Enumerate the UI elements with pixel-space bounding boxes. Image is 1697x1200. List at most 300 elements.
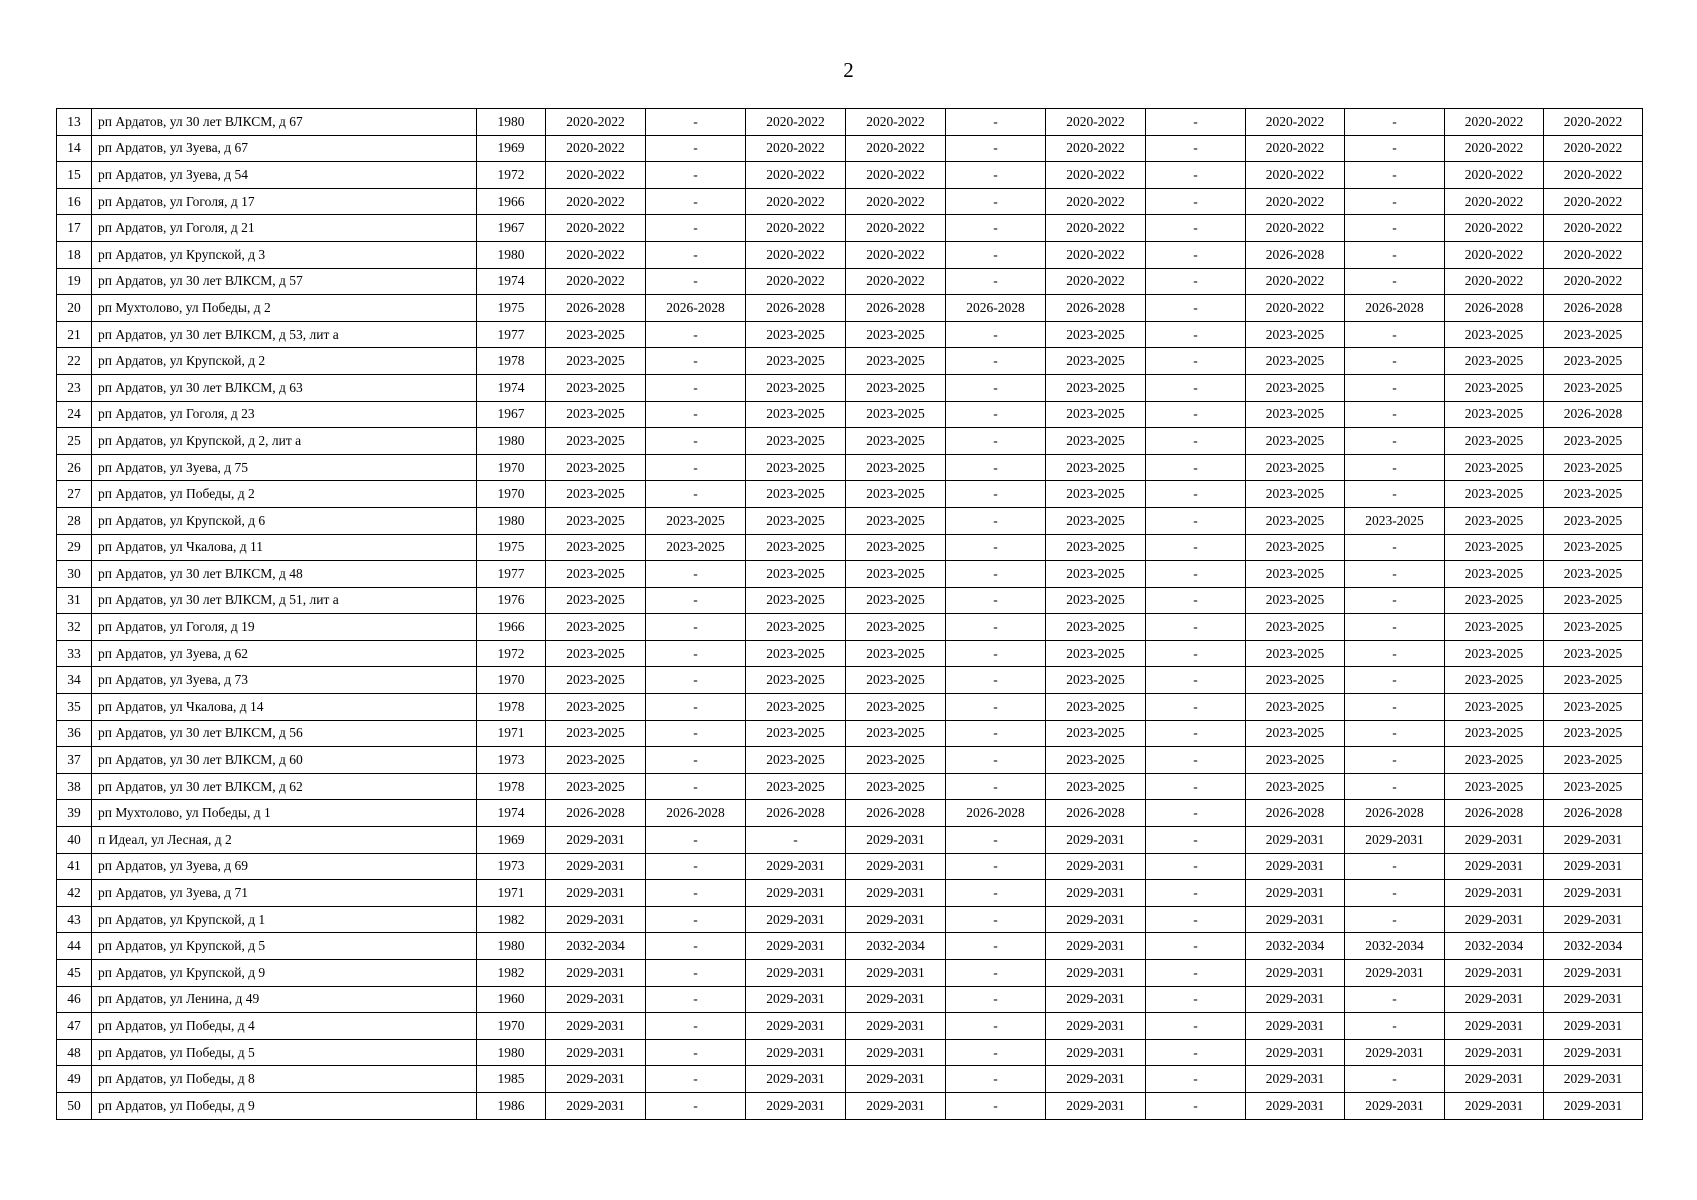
cell-period-col-2: - <box>646 348 746 375</box>
cell-period-col-1: 2023-2025 <box>546 720 646 747</box>
cell-period-col-6: 2023-2025 <box>1046 773 1146 800</box>
cell-period-col-11: 2026-2028 <box>1544 800 1643 827</box>
cell-period-col-5: - <box>946 428 1046 455</box>
cell-period-col-9: - <box>1345 188 1445 215</box>
cell-period-col-11: 2029-2031 <box>1544 1092 1643 1119</box>
cell-period-col-2: 2026-2028 <box>646 800 746 827</box>
cell-period-col-7: - <box>1146 960 1246 987</box>
cell-period-col-9: 2029-2031 <box>1345 960 1445 987</box>
cell-row-number: 20 <box>57 295 92 322</box>
cell-period-col-3: 2029-2031 <box>746 986 846 1013</box>
cell-period-col-5: - <box>946 534 1046 561</box>
table-row <box>57 454 1643 481</box>
cell-year-built: 1977 <box>477 561 546 588</box>
cell-period-col-9: - <box>1345 428 1445 455</box>
cell-period-col-1: 2029-2031 <box>546 853 646 880</box>
table-row <box>57 986 1643 1013</box>
cell-period-col-2: - <box>646 640 746 667</box>
cell-year-built: 1986 <box>477 1092 546 1119</box>
cell-address: рп Мухтолово, ул Победы, д 2 <box>92 295 477 322</box>
cell-period-col-6: 2020-2022 <box>1046 162 1146 189</box>
cell-period-col-10: 2023-2025 <box>1445 481 1544 508</box>
cell-period-col-9: - <box>1345 587 1445 614</box>
cell-period-col-1: 2023-2025 <box>546 614 646 641</box>
cell-period-col-6: 2023-2025 <box>1046 534 1146 561</box>
cell-period-col-3: 2023-2025 <box>746 587 846 614</box>
cell-period-col-6: 2023-2025 <box>1046 428 1146 455</box>
cell-period-col-11: 2023-2025 <box>1544 587 1643 614</box>
cell-row-number: 19 <box>57 268 92 295</box>
cell-period-col-6: 2029-2031 <box>1046 986 1146 1013</box>
cell-period-col-11: 2029-2031 <box>1544 1066 1643 1093</box>
cell-period-col-3: 2023-2025 <box>746 534 846 561</box>
cell-period-col-6: 2020-2022 <box>1046 188 1146 215</box>
cell-row-number: 26 <box>57 454 92 481</box>
cell-row-number: 47 <box>57 1013 92 1040</box>
cell-period-col-3: 2023-2025 <box>746 561 846 588</box>
cell-period-col-4: 2029-2031 <box>846 1039 946 1066</box>
cell-period-col-3: 2023-2025 <box>746 428 846 455</box>
table-row <box>57 162 1643 189</box>
cell-period-col-5: - <box>946 135 1046 162</box>
cell-period-col-11: 2020-2022 <box>1544 268 1643 295</box>
cell-period-col-5: - <box>946 241 1046 268</box>
cell-period-col-2: - <box>646 960 746 987</box>
cell-period-col-8: 2023-2025 <box>1246 694 1345 721</box>
table-row <box>57 561 1643 588</box>
cell-address: рп Ардатов, ул Гоголя, д 23 <box>92 401 477 428</box>
cell-year-built: 1966 <box>477 188 546 215</box>
table-row <box>57 321 1643 348</box>
cell-address: рп Ардатов, ул Гоголя, д 17 <box>92 188 477 215</box>
cell-period-col-11: 2023-2025 <box>1544 454 1643 481</box>
cell-period-col-9: 2023-2025 <box>1345 507 1445 534</box>
cell-address: рп Ардатов, ул Победы, д 4 <box>92 1013 477 1040</box>
cell-period-col-6: 2023-2025 <box>1046 667 1146 694</box>
table-row <box>57 1013 1643 1040</box>
cell-period-col-5: - <box>946 773 1046 800</box>
cell-period-col-5: - <box>946 587 1046 614</box>
cell-period-col-2: - <box>646 162 746 189</box>
cell-row-number: 32 <box>57 614 92 641</box>
cell-period-col-2: - <box>646 827 746 854</box>
cell-period-col-3: 2023-2025 <box>746 374 846 401</box>
cell-period-col-7: - <box>1146 534 1246 561</box>
cell-period-col-9: - <box>1345 694 1445 721</box>
cell-period-col-11: 2020-2022 <box>1544 162 1643 189</box>
cell-period-col-1: 2020-2022 <box>546 109 646 136</box>
cell-period-col-5: - <box>946 640 1046 667</box>
cell-period-col-4: 2029-2031 <box>846 1066 946 1093</box>
cell-address: рп Ардатов, ул Победы, д 2 <box>92 481 477 508</box>
table-row <box>57 640 1643 667</box>
cell-period-col-6: 2023-2025 <box>1046 481 1146 508</box>
cell-period-col-8: 2023-2025 <box>1246 507 1345 534</box>
cell-period-col-7: - <box>1146 374 1246 401</box>
cell-year-built: 1967 <box>477 401 546 428</box>
cell-period-col-3: 2026-2028 <box>746 800 846 827</box>
table-row <box>57 906 1643 933</box>
cell-period-col-1: 2029-2031 <box>546 906 646 933</box>
cell-period-col-2: - <box>646 694 746 721</box>
cell-period-col-6: 2029-2031 <box>1046 1013 1146 1040</box>
cell-period-col-8: 2023-2025 <box>1246 614 1345 641</box>
cell-period-col-1: 2029-2031 <box>546 1066 646 1093</box>
cell-period-col-6: 2023-2025 <box>1046 561 1146 588</box>
cell-period-col-8: 2029-2031 <box>1246 827 1345 854</box>
cell-period-col-2: - <box>646 109 746 136</box>
cell-period-col-7: - <box>1146 561 1246 588</box>
cell-period-col-6: 2023-2025 <box>1046 321 1146 348</box>
cell-period-col-4: 2023-2025 <box>846 401 946 428</box>
cell-period-col-6: 2023-2025 <box>1046 640 1146 667</box>
cell-row-number: 43 <box>57 906 92 933</box>
cell-row-number: 49 <box>57 1066 92 1093</box>
table-row <box>57 428 1643 455</box>
cell-period-col-11: 2023-2025 <box>1544 481 1643 508</box>
cell-period-col-11: 2032-2034 <box>1544 933 1643 960</box>
cell-address: рп Ардатов, ул Зуева, д 54 <box>92 162 477 189</box>
cell-period-col-1: 2029-2031 <box>546 880 646 907</box>
cell-period-col-7: - <box>1146 1092 1246 1119</box>
cell-period-col-8: 2023-2025 <box>1246 428 1345 455</box>
cell-period-col-2: - <box>646 268 746 295</box>
cell-period-col-8: 2029-2031 <box>1246 1039 1345 1066</box>
cell-period-col-9: - <box>1345 374 1445 401</box>
cell-period-col-10: 2023-2025 <box>1445 534 1544 561</box>
cell-period-col-3: 2023-2025 <box>746 348 846 375</box>
cell-year-built: 1980 <box>477 241 546 268</box>
cell-period-col-2: - <box>646 561 746 588</box>
cell-period-col-1: 2023-2025 <box>546 561 646 588</box>
table-row <box>57 188 1643 215</box>
cell-period-col-5: - <box>946 827 1046 854</box>
cell-period-col-2: - <box>646 321 746 348</box>
table-row <box>57 135 1643 162</box>
cell-year-built: 1978 <box>477 694 546 721</box>
cell-year-built: 1967 <box>477 215 546 242</box>
cell-year-built: 1970 <box>477 481 546 508</box>
cell-period-col-8: 2029-2031 <box>1246 986 1345 1013</box>
cell-period-col-8: 2023-2025 <box>1246 401 1345 428</box>
cell-period-col-5: - <box>946 321 1046 348</box>
cell-period-col-8: 2023-2025 <box>1246 534 1345 561</box>
cell-period-col-5: - <box>946 853 1046 880</box>
table-body <box>57 109 1643 1120</box>
cell-period-col-9: - <box>1345 667 1445 694</box>
cell-period-col-8: 2029-2031 <box>1246 1066 1345 1093</box>
cell-year-built: 1972 <box>477 640 546 667</box>
cell-period-col-7: - <box>1146 162 1246 189</box>
cell-address: рп Ардатов, ул 30 лет ВЛКСМ, д 56 <box>92 720 477 747</box>
cell-period-col-9: - <box>1345 481 1445 508</box>
cell-period-col-4: 2029-2031 <box>846 880 946 907</box>
table-row <box>57 348 1643 375</box>
cell-period-col-9: 2026-2028 <box>1345 295 1445 322</box>
cell-period-col-4: 2023-2025 <box>846 507 946 534</box>
cell-period-col-6: 2029-2031 <box>1046 1039 1146 1066</box>
cell-period-col-10: 2029-2031 <box>1445 1013 1544 1040</box>
cell-year-built: 1973 <box>477 747 546 774</box>
cell-row-number: 21 <box>57 321 92 348</box>
cell-address: рп Ардатов, ул 30 лет ВЛКСМ, д 63 <box>92 374 477 401</box>
cell-period-col-11: 2020-2022 <box>1544 215 1643 242</box>
cell-row-number: 24 <box>57 401 92 428</box>
cell-period-col-10: 2020-2022 <box>1445 188 1544 215</box>
cell-period-col-2: - <box>646 1092 746 1119</box>
cell-row-number: 40 <box>57 827 92 854</box>
cell-address: рп Мухтолово, ул Победы, д 1 <box>92 800 477 827</box>
cell-period-col-11: 2023-2025 <box>1544 694 1643 721</box>
cell-year-built: 1985 <box>477 1066 546 1093</box>
cell-period-col-1: 2023-2025 <box>546 773 646 800</box>
cell-period-col-7: - <box>1146 428 1246 455</box>
cell-period-col-4: 2023-2025 <box>846 428 946 455</box>
cell-period-col-3: 2029-2031 <box>746 960 846 987</box>
cell-period-col-1: 2023-2025 <box>546 694 646 721</box>
cell-period-col-1: 2020-2022 <box>546 162 646 189</box>
cell-year-built: 1970 <box>477 454 546 481</box>
cell-period-col-2: - <box>646 720 746 747</box>
cell-period-col-11: 2023-2025 <box>1544 348 1643 375</box>
cell-period-col-9: - <box>1345 853 1445 880</box>
cell-address: рп Ардатов, ул Ленина, д 49 <box>92 986 477 1013</box>
cell-period-col-5: - <box>946 454 1046 481</box>
cell-period-col-7: - <box>1146 986 1246 1013</box>
cell-period-col-4: 2029-2031 <box>846 906 946 933</box>
cell-period-col-7: - <box>1146 880 1246 907</box>
cell-address: рп Ардатов, ул 30 лет ВЛКСМ, д 51, лит а <box>92 587 477 614</box>
cell-period-col-2: 2026-2028 <box>646 295 746 322</box>
cell-period-col-8: 2023-2025 <box>1246 747 1345 774</box>
cell-period-col-4: 2023-2025 <box>846 640 946 667</box>
cell-period-col-7: - <box>1146 640 1246 667</box>
cell-period-col-2: - <box>646 241 746 268</box>
cell-period-col-6: 2029-2031 <box>1046 880 1146 907</box>
cell-period-col-2: - <box>646 880 746 907</box>
table-row <box>57 1092 1643 1119</box>
cell-address: рп Ардатов, ул Победы, д 9 <box>92 1092 477 1119</box>
cell-period-col-10: 2029-2031 <box>1445 853 1544 880</box>
cell-period-col-11: 2029-2031 <box>1544 827 1643 854</box>
cell-period-col-5: - <box>946 933 1046 960</box>
cell-year-built: 1969 <box>477 135 546 162</box>
cell-year-built: 1973 <box>477 853 546 880</box>
cell-year-built: 1971 <box>477 880 546 907</box>
cell-period-col-3: 2026-2028 <box>746 295 846 322</box>
cell-period-col-7: - <box>1146 587 1246 614</box>
cell-period-col-11: 2023-2025 <box>1544 773 1643 800</box>
cell-period-col-5: - <box>946 561 1046 588</box>
table-row <box>57 241 1643 268</box>
cell-period-col-2: - <box>646 986 746 1013</box>
table-row <box>57 481 1643 508</box>
cell-year-built: 1975 <box>477 534 546 561</box>
cell-period-col-10: 2029-2031 <box>1445 986 1544 1013</box>
cell-period-col-9: - <box>1345 906 1445 933</box>
cell-period-col-4: 2023-2025 <box>846 747 946 774</box>
cell-period-col-2: 2023-2025 <box>646 534 746 561</box>
cell-row-number: 46 <box>57 986 92 1013</box>
cell-row-number: 25 <box>57 428 92 455</box>
cell-period-col-9: - <box>1345 1066 1445 1093</box>
cell-row-number: 45 <box>57 960 92 987</box>
cell-period-col-1: 2026-2028 <box>546 295 646 322</box>
cell-period-col-6: 2029-2031 <box>1046 1066 1146 1093</box>
cell-period-col-8: 2020-2022 <box>1246 109 1345 136</box>
cell-period-col-3: 2023-2025 <box>746 773 846 800</box>
cell-year-built: 1982 <box>477 906 546 933</box>
cell-period-col-10: 2020-2022 <box>1445 162 1544 189</box>
cell-address: рп Ардатов, ул 30 лет ВЛКСМ, д 57 <box>92 268 477 295</box>
cell-period-col-10: 2023-2025 <box>1445 773 1544 800</box>
cell-period-col-6: 2020-2022 <box>1046 215 1146 242</box>
cell-address: рп Ардатов, ул Крупской, д 9 <box>92 960 477 987</box>
cell-period-col-3: 2023-2025 <box>746 401 846 428</box>
cell-period-col-4: 2032-2034 <box>846 933 946 960</box>
cell-period-col-1: 2029-2031 <box>546 986 646 1013</box>
cell-period-col-5: 2026-2028 <box>946 800 1046 827</box>
cell-period-col-8: 2032-2034 <box>1246 933 1345 960</box>
cell-year-built: 1980 <box>477 933 546 960</box>
cell-period-col-8: 2029-2031 <box>1246 1092 1345 1119</box>
cell-period-col-3: 2023-2025 <box>746 481 846 508</box>
cell-period-col-11: 2020-2022 <box>1544 135 1643 162</box>
cell-row-number: 44 <box>57 933 92 960</box>
cell-period-col-3: 2029-2031 <box>746 1092 846 1119</box>
cell-period-col-10: 2023-2025 <box>1445 694 1544 721</box>
cell-period-col-11: 2023-2025 <box>1544 561 1643 588</box>
cell-address: рп Ардатов, ул Крупской, д 1 <box>92 906 477 933</box>
cell-row-number: 33 <box>57 640 92 667</box>
cell-period-col-11: 2023-2025 <box>1544 614 1643 641</box>
cell-row-number: 42 <box>57 880 92 907</box>
cell-period-col-4: 2023-2025 <box>846 321 946 348</box>
cell-period-col-8: 2029-2031 <box>1246 853 1345 880</box>
cell-period-col-6: 2023-2025 <box>1046 454 1146 481</box>
cell-period-col-11: 2023-2025 <box>1544 374 1643 401</box>
cell-period-col-2: - <box>646 614 746 641</box>
cell-year-built: 1969 <box>477 827 546 854</box>
cell-period-col-7: - <box>1146 694 1246 721</box>
cell-period-col-4: 2029-2031 <box>846 960 946 987</box>
cell-period-col-3: 2029-2031 <box>746 1039 846 1066</box>
cell-period-col-9: - <box>1345 215 1445 242</box>
cell-period-col-2: - <box>646 587 746 614</box>
cell-period-col-2: - <box>646 1013 746 1040</box>
cell-period-col-11: 2020-2022 <box>1544 241 1643 268</box>
cell-period-col-9: - <box>1345 1013 1445 1040</box>
cell-period-col-3: 2029-2031 <box>746 906 846 933</box>
cell-period-col-1: 2023-2025 <box>546 481 646 508</box>
cell-period-col-5: - <box>946 986 1046 1013</box>
cell-period-col-8: 2023-2025 <box>1246 587 1345 614</box>
cell-period-col-4: 2029-2031 <box>846 1092 946 1119</box>
cell-period-col-1: 2023-2025 <box>546 507 646 534</box>
cell-period-col-4: 2023-2025 <box>846 587 946 614</box>
table-row <box>57 827 1643 854</box>
cell-period-col-1: 2023-2025 <box>546 401 646 428</box>
cell-period-col-4: 2023-2025 <box>846 773 946 800</box>
cell-period-col-4: 2023-2025 <box>846 694 946 721</box>
cell-address: рп Ардатов, ул Победы, д 8 <box>92 1066 477 1093</box>
cell-period-col-5: - <box>946 747 1046 774</box>
cell-period-col-7: - <box>1146 800 1246 827</box>
cell-period-col-10: 2029-2031 <box>1445 1066 1544 1093</box>
cell-period-col-4: 2029-2031 <box>846 1013 946 1040</box>
cell-period-col-5: - <box>946 162 1046 189</box>
cell-period-col-10: 2026-2028 <box>1445 295 1544 322</box>
table-row <box>57 587 1643 614</box>
cell-period-col-4: 2023-2025 <box>846 481 946 508</box>
cell-period-col-10: 2029-2031 <box>1445 906 1544 933</box>
table-row <box>57 614 1643 641</box>
cell-period-col-1: 2020-2022 <box>546 215 646 242</box>
cell-address: рп Ардатов, ул Крупской, д 2 <box>92 348 477 375</box>
cell-row-number: 50 <box>57 1092 92 1119</box>
cell-period-col-9: - <box>1345 321 1445 348</box>
cell-period-col-8: 2020-2022 <box>1246 135 1345 162</box>
cell-period-col-5: - <box>946 188 1046 215</box>
cell-period-col-7: - <box>1146 268 1246 295</box>
table-row <box>57 853 1643 880</box>
cell-period-col-10: 2023-2025 <box>1445 321 1544 348</box>
cell-period-col-4: 2020-2022 <box>846 109 946 136</box>
cell-address: рп Ардатов, ул Зуева, д 75 <box>92 454 477 481</box>
cell-period-col-11: 2029-2031 <box>1544 853 1643 880</box>
cell-period-col-1: 2029-2031 <box>546 960 646 987</box>
cell-period-col-2: - <box>646 135 746 162</box>
cell-period-col-6: 2029-2031 <box>1046 853 1146 880</box>
cell-period-col-8: 2023-2025 <box>1246 348 1345 375</box>
cell-period-col-4: 2023-2025 <box>846 348 946 375</box>
cell-row-number: 23 <box>57 374 92 401</box>
cell-period-col-5: - <box>946 614 1046 641</box>
cell-period-col-8: 2023-2025 <box>1246 561 1345 588</box>
cell-period-col-9: - <box>1345 720 1445 747</box>
cell-address: рп Ардатов, ул Крупской, д 2, лит а <box>92 428 477 455</box>
cell-period-col-4: 2026-2028 <box>846 800 946 827</box>
cell-period-col-4: 2023-2025 <box>846 667 946 694</box>
cell-period-col-4: 2020-2022 <box>846 215 946 242</box>
cell-period-col-6: 2023-2025 <box>1046 401 1146 428</box>
cell-period-col-11: 2023-2025 <box>1544 747 1643 774</box>
table-row <box>57 933 1643 960</box>
table-row <box>57 773 1643 800</box>
cell-period-col-4: 2026-2028 <box>846 295 946 322</box>
cell-period-col-8: 2023-2025 <box>1246 321 1345 348</box>
cell-period-col-11: 2026-2028 <box>1544 295 1643 322</box>
cell-address: рп Ардатов, ул Гоголя, д 21 <box>92 215 477 242</box>
cell-period-col-7: - <box>1146 747 1246 774</box>
table-row <box>57 747 1643 774</box>
cell-period-col-9: - <box>1345 880 1445 907</box>
cell-period-col-5: - <box>946 667 1046 694</box>
cell-period-col-5: - <box>946 1039 1046 1066</box>
table-row <box>57 1066 1643 1093</box>
cell-period-col-3: 2020-2022 <box>746 188 846 215</box>
cell-period-col-2: - <box>646 428 746 455</box>
cell-period-col-6: 2020-2022 <box>1046 268 1146 295</box>
cell-period-col-4: 2023-2025 <box>846 454 946 481</box>
cell-period-col-3: 2029-2031 <box>746 933 846 960</box>
cell-row-number: 30 <box>57 561 92 588</box>
cell-year-built: 1976 <box>477 587 546 614</box>
cell-row-number: 41 <box>57 853 92 880</box>
cell-period-col-3: 2023-2025 <box>746 321 846 348</box>
cell-period-col-7: - <box>1146 481 1246 508</box>
cell-period-col-10: 2023-2025 <box>1445 561 1544 588</box>
